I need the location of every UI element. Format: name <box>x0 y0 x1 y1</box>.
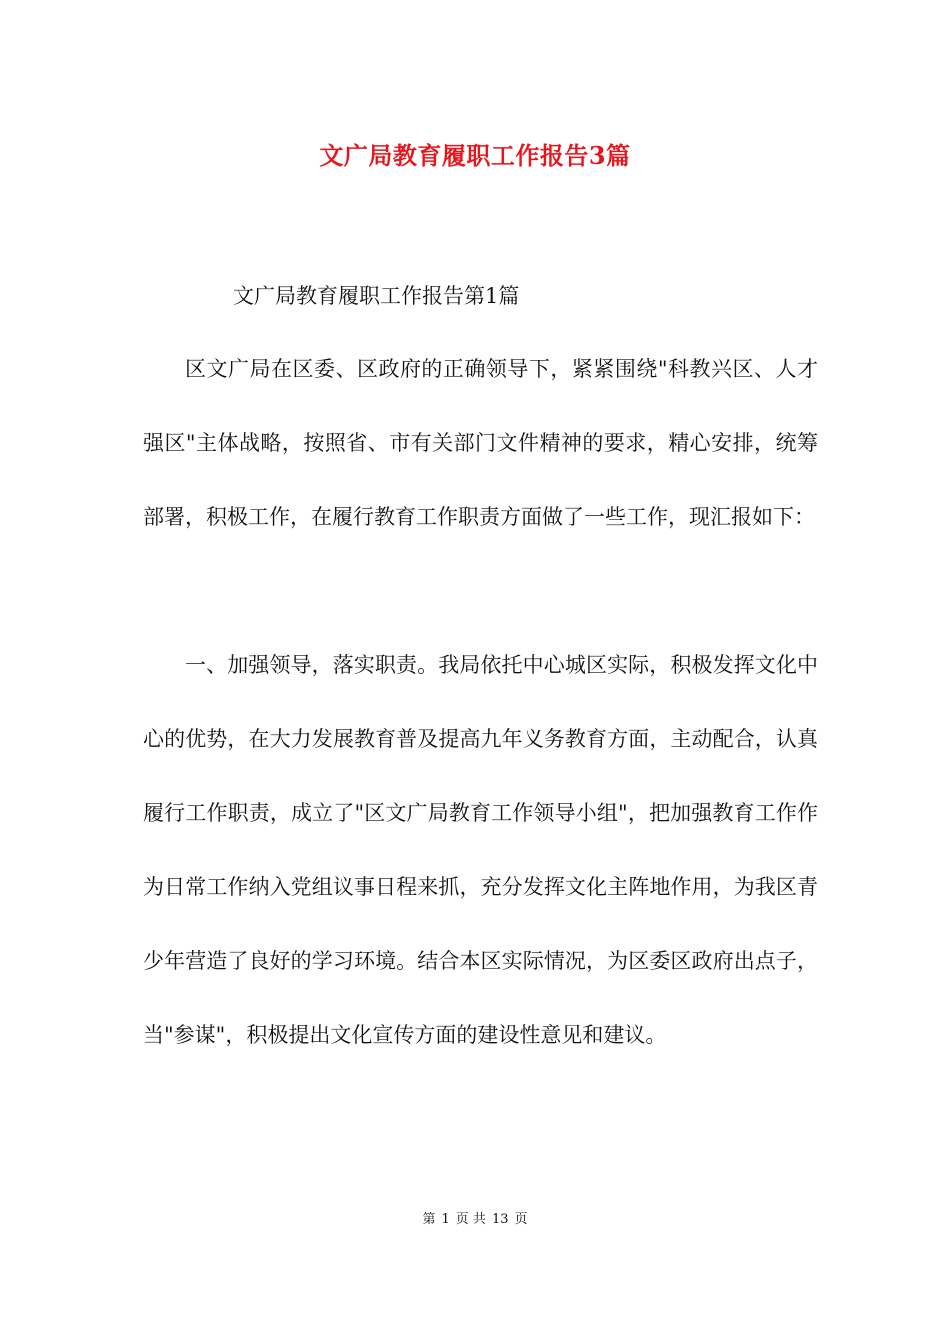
footer-middle: 页 共 <box>455 1212 486 1227</box>
section-heading: 文广局教育履职工作报告第1篇 <box>233 284 520 308</box>
document-title: 文广局教育履职工作报告3篇 <box>319 141 631 170</box>
footer-prefix: 第 <box>422 1212 436 1227</box>
footer-current-page: 1 <box>441 1212 450 1227</box>
paragraph-intro: 区文广局在区委、区政府的正确领导下，紧紧围绕"科教兴区、人才强区"主体战略，按照省、市有关部门文件精神的要求，精心安排，统筹部署，积极工作，在履行教育工作职责方面做了一些工作，现汇报如下： <box>143 357 818 529</box>
footer-total-pages: 13 <box>491 1212 509 1227</box>
footer-suffix: 页 <box>514 1212 528 1227</box>
paragraph-section-one: 一、加强领导，落实职责。我局依托中心城区实际，积极发挥文化中心的优势，在大力发展教育普及提高九年义务教育方面，主动配合，认真履行工作职责，成立了"区文广局教育工作领导小组"，把加强教育工作作为日常工作纳入党组议事日程来抓，充分发挥文化主阵地作用，为我区青少年营造了良好的学习环境。结合本区实际情况，为区委区政府出点子，当"参谋"，积极提出文化宣传方面的建设性意见和建议。 <box>143 653 818 1047</box>
page-footer <box>0 1208 950 1227</box>
